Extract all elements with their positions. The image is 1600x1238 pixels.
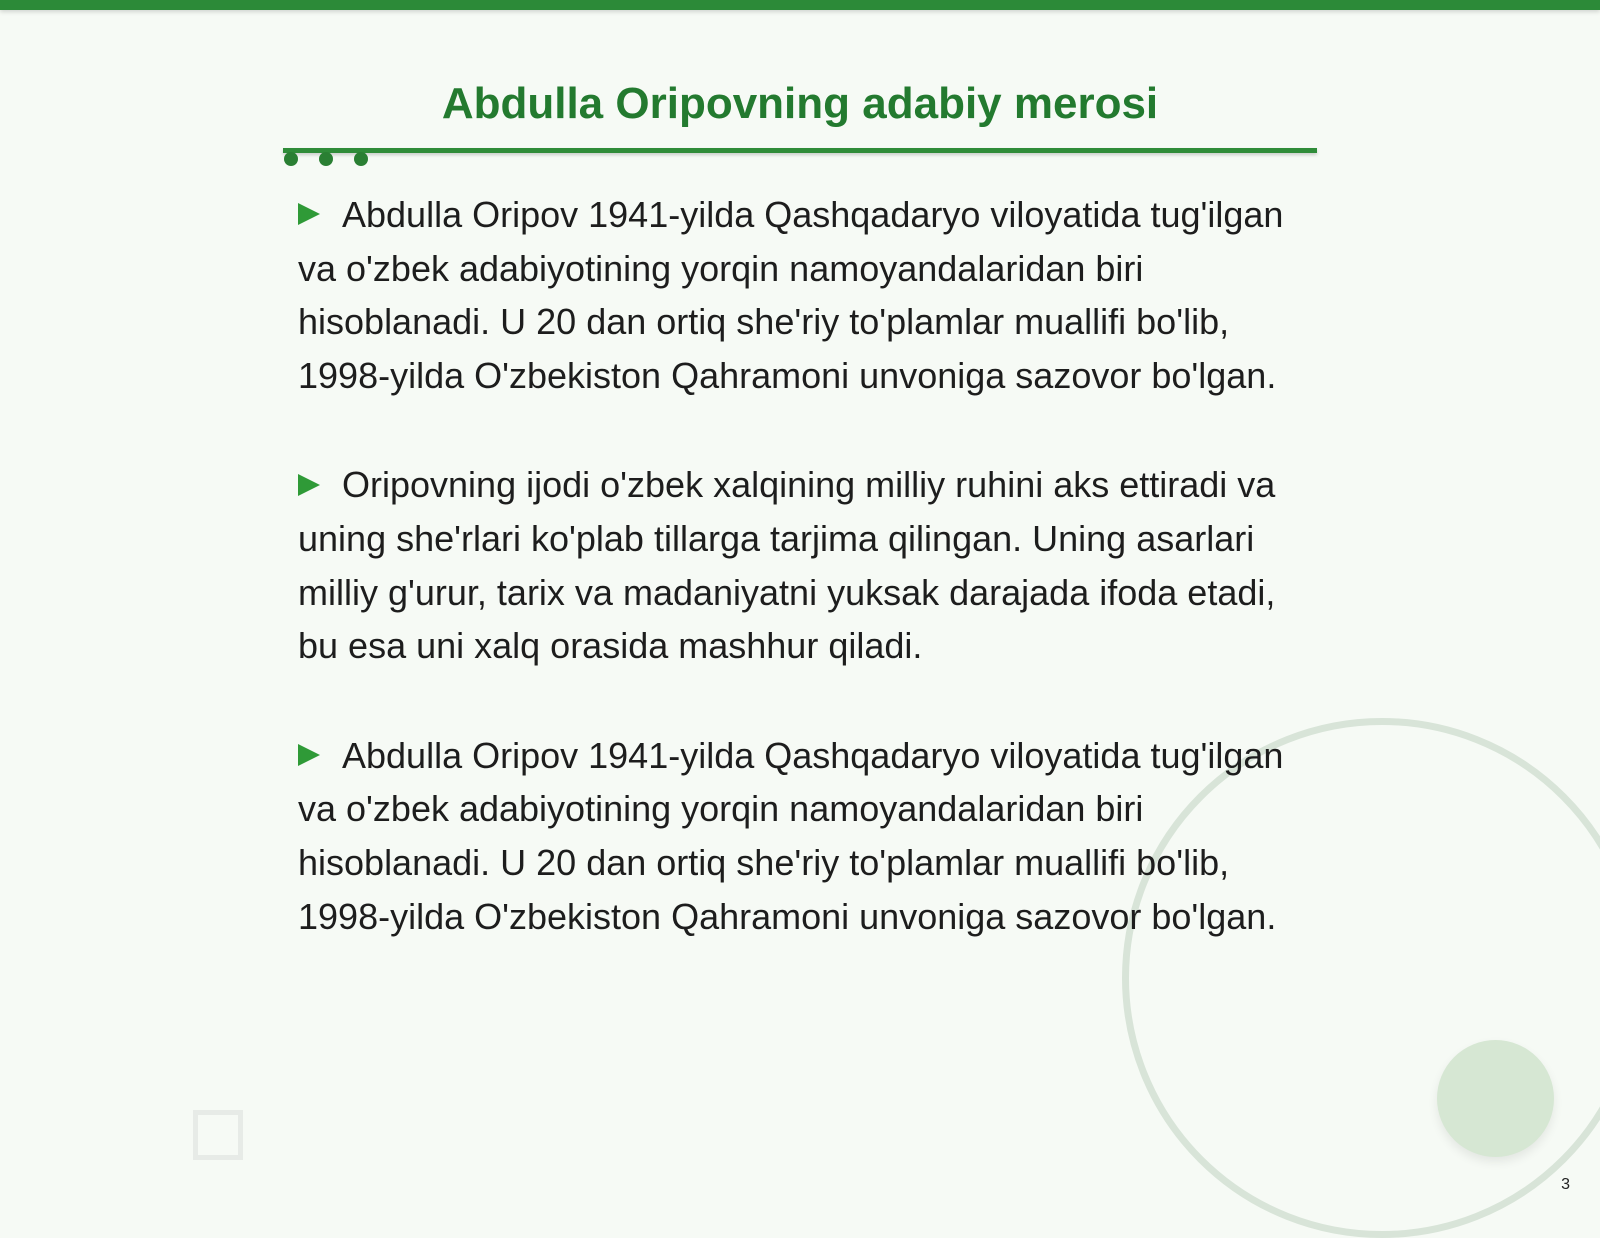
bullet-item xyxy=(298,729,1308,943)
page-number: 3 xyxy=(1561,1176,1570,1193)
underline-dot xyxy=(354,152,368,166)
decorative-square xyxy=(193,1110,243,1160)
triangle-bullet-icon xyxy=(298,744,320,766)
triangle-bullet-icon xyxy=(298,203,320,225)
underline-dot xyxy=(319,152,333,166)
slide-title: Abdulla Oripovning adabiy merosi xyxy=(441,79,1159,128)
title-underline xyxy=(283,148,1317,153)
triangle-bullet-icon xyxy=(298,474,320,496)
bullet-item xyxy=(298,458,1308,672)
decorative-circle xyxy=(1437,1040,1554,1157)
top-accent-bar xyxy=(0,0,1600,10)
bullet-text: Abdulla Oripov 1941-yilda Qashqadaryo viloyatida tug'ilgan va o'zbek adabiyotining yorqin namoyandalaridan biri hisoblanadi. U 20 dan ortiq she'riy to'plamlar muallifi bo'lib, 1998-yilda O'zbekiston Qahramoni unvoniga sazovor bo'lgan. xyxy=(298,194,1284,396)
bullet-item xyxy=(298,188,1308,402)
bullet-text: Abdulla Oripov 1941-yilda Qashqadaryo viloyatida tug'ilgan va o'zbek adabiyotining yorqin namoyandalaridan biri hisoblanadi. U 20 dan ortiq she'riy to'plamlar muallifi bo'lib, 1998-yilda O'zbekiston Qahramoni unvoniga sazovor bo'lgan. xyxy=(298,734,1284,937)
slide-content xyxy=(298,188,1308,999)
underline-dot xyxy=(284,152,298,166)
bullet-text: Oripovning ijodi o'zbek xalqining milliy ruhini aks ettiradi va uning she'rlari ko'plab tillarga tarjima qilingan. Uning asarlari milliy g'urur, tarix va madaniyatni yuksak darajada ifoda etadi, bu esa uni xalq orasida mashhur qiladi. xyxy=(298,464,1276,667)
